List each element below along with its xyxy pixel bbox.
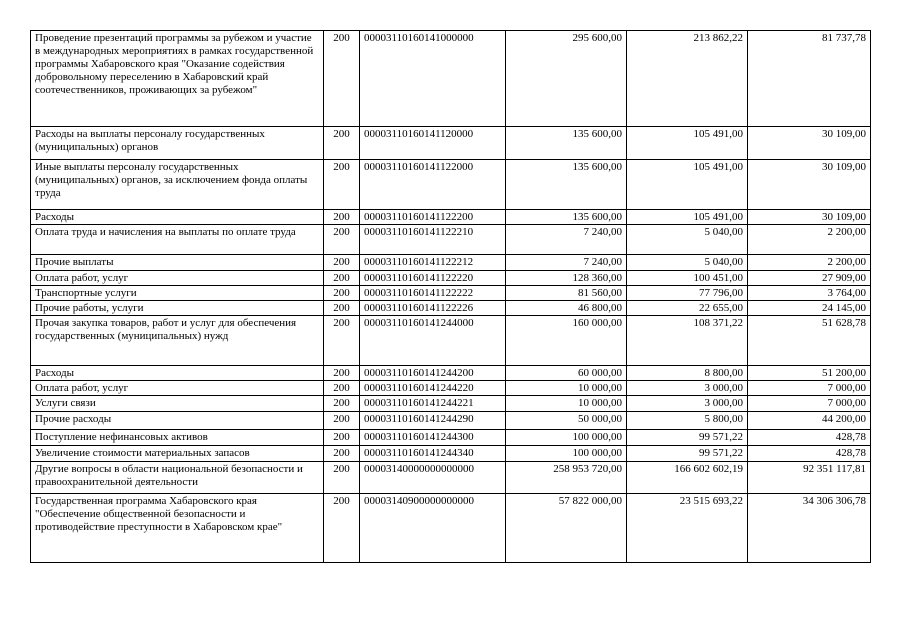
row-executed: 8 800,00 [627,366,748,381]
table-row [31,225,871,255]
row-executed: 3 000,00 [627,381,748,396]
report-sheet [30,30,870,563]
row-code: 200 [324,462,360,494]
row-executed: 5 040,00 [627,255,748,271]
row-name: Расходы на выплаты персоналу государственных (муниципальных) органов [31,127,324,160]
row-kbk: 00003110160141122210 [360,225,506,255]
table-row [31,271,871,286]
row-kbk: 00003110160141122200 [360,210,506,225]
table-row [31,366,871,381]
row-code: 200 [324,412,360,430]
row-approved: 135 600,00 [506,210,627,225]
row-remaining: 27 909,00 [748,271,871,286]
row-remaining: 428,78 [748,430,871,446]
row-name: Расходы [31,366,324,381]
row-remaining: 24 145,00 [748,301,871,316]
row-kbk: 00003110160141244340 [360,446,506,462]
row-approved: 10 000,00 [506,396,627,412]
table-row [31,160,871,210]
row-code: 200 [324,31,360,127]
row-code: 200 [324,271,360,286]
row-approved: 135 600,00 [506,160,627,210]
row-name: Иные выплаты персоналу государственных (муниципальных) органов, за исключением фонда оплаты труда [31,160,324,210]
row-remaining: 30 109,00 [748,127,871,160]
row-name: Оплата работ, услуг [31,271,324,286]
row-kbk: 00003110160141122212 [360,255,506,271]
row-name: Прочая закупка товаров, работ и услуг для обеспечения государственных (муниципальных) нужд [31,316,324,366]
row-code: 200 [324,255,360,271]
row-executed: 108 371,22 [627,316,748,366]
row-name: Расходы [31,210,324,225]
row-kbk: 00003110160141244300 [360,430,506,446]
row-executed: 23 515 693,22 [627,494,748,563]
row-name: Увеличение стоимости материальных запасов [31,446,324,462]
row-executed: 99 571,22 [627,430,748,446]
table-row [31,301,871,316]
table-row [31,286,871,301]
row-name: Другие вопросы в области национальной безопасности и правоохранительной деятельности [31,462,324,494]
row-code: 200 [324,494,360,563]
row-remaining: 428,78 [748,446,871,462]
row-executed: 5 040,00 [627,225,748,255]
row-executed: 166 602 602,19 [627,462,748,494]
row-executed: 100 451,00 [627,271,748,286]
row-kbk: 00003140000000000000 [360,462,506,494]
row-name: Прочие выплаты [31,255,324,271]
row-code: 200 [324,127,360,160]
row-kbk: 00003110160141122000 [360,160,506,210]
row-name: Оплата труда и начисления на выплаты по оплате труда [31,225,324,255]
row-executed: 5 800,00 [627,412,748,430]
row-kbk: 00003110160141244221 [360,396,506,412]
row-kbk: 00003140900000000000 [360,494,506,563]
row-approved: 57 822 000,00 [506,494,627,563]
table-row [31,430,871,446]
row-executed: 105 491,00 [627,210,748,225]
table-row [31,255,871,271]
row-code: 200 [324,381,360,396]
row-remaining: 44 200,00 [748,412,871,430]
row-approved: 128 360,00 [506,271,627,286]
row-remaining: 2 200,00 [748,225,871,255]
row-executed: 22 655,00 [627,301,748,316]
row-code: 200 [324,286,360,301]
table-row [31,494,871,563]
row-remaining: 7 000,00 [748,396,871,412]
row-approved: 7 240,00 [506,255,627,271]
row-code: 200 [324,301,360,316]
table-row [31,412,871,430]
row-kbk: 00003110160141122226 [360,301,506,316]
row-name: Услуги связи [31,396,324,412]
row-code: 200 [324,316,360,366]
row-name: Прочие расходы [31,412,324,430]
table-row [31,127,871,160]
row-name: Транспортные услуги [31,286,324,301]
row-executed: 99 571,22 [627,446,748,462]
row-kbk: 00003110160141244200 [360,366,506,381]
row-executed: 3 000,00 [627,396,748,412]
row-name: Прочие работы, услуги [31,301,324,316]
row-kbk: 00003110160141244220 [360,381,506,396]
row-kbk: 00003110160141000000 [360,31,506,127]
table-row [31,210,871,225]
row-approved: 7 240,00 [506,225,627,255]
row-approved: 60 000,00 [506,366,627,381]
row-code: 200 [324,430,360,446]
row-code: 200 [324,446,360,462]
row-remaining: 3 764,00 [748,286,871,301]
row-approved: 135 600,00 [506,127,627,160]
row-kbk: 00003110160141122220 [360,271,506,286]
row-approved: 100 000,00 [506,430,627,446]
table-row [31,316,871,366]
row-remaining: 2 200,00 [748,255,871,271]
table-row [31,396,871,412]
row-remaining: 81 737,78 [748,31,871,127]
row-remaining: 51 200,00 [748,366,871,381]
table-row [31,462,871,494]
row-code: 200 [324,160,360,210]
row-approved: 295 600,00 [506,31,627,127]
row-remaining: 30 109,00 [748,210,871,225]
expenditure-table [30,30,871,563]
row-approved: 258 953 720,00 [506,462,627,494]
row-executed: 105 491,00 [627,127,748,160]
row-kbk: 00003110160141244000 [360,316,506,366]
row-kbk: 00003110160141120000 [360,127,506,160]
row-name: Поступление нефинансовых активов [31,430,324,446]
row-code: 200 [324,366,360,381]
row-approved: 81 560,00 [506,286,627,301]
row-approved: 10 000,00 [506,381,627,396]
table-row [31,381,871,396]
row-name: Государственная программа Хабаровского края "Обеспечение общественной безопасности и противодействие преступности в Хабаровском крае" [31,494,324,563]
row-remaining: 51 628,78 [748,316,871,366]
row-code: 200 [324,225,360,255]
row-remaining: 30 109,00 [748,160,871,210]
row-remaining: 34 306 306,78 [748,494,871,563]
table-row [31,31,871,127]
row-executed: 213 862,22 [627,31,748,127]
row-approved: 100 000,00 [506,446,627,462]
row-remaining: 7 000,00 [748,381,871,396]
row-approved: 46 800,00 [506,301,627,316]
row-code: 200 [324,210,360,225]
row-name: Проведение презентаций программы за рубежом и участие в международных мероприятиях в рамках государственной программы Хабаровского края "Оказание содействия добровольному переселению в Хабаровский край соотечественников, проживающих за рубежом" [31,31,324,127]
row-kbk: 00003110160141244290 [360,412,506,430]
row-name: Оплата работ, услуг [31,381,324,396]
row-approved: 160 000,00 [506,316,627,366]
row-code: 200 [324,396,360,412]
row-kbk: 00003110160141122222 [360,286,506,301]
row-remaining: 92 351 117,81 [748,462,871,494]
table-row [31,446,871,462]
row-approved: 50 000,00 [506,412,627,430]
row-executed: 77 796,00 [627,286,748,301]
row-executed: 105 491,00 [627,160,748,210]
